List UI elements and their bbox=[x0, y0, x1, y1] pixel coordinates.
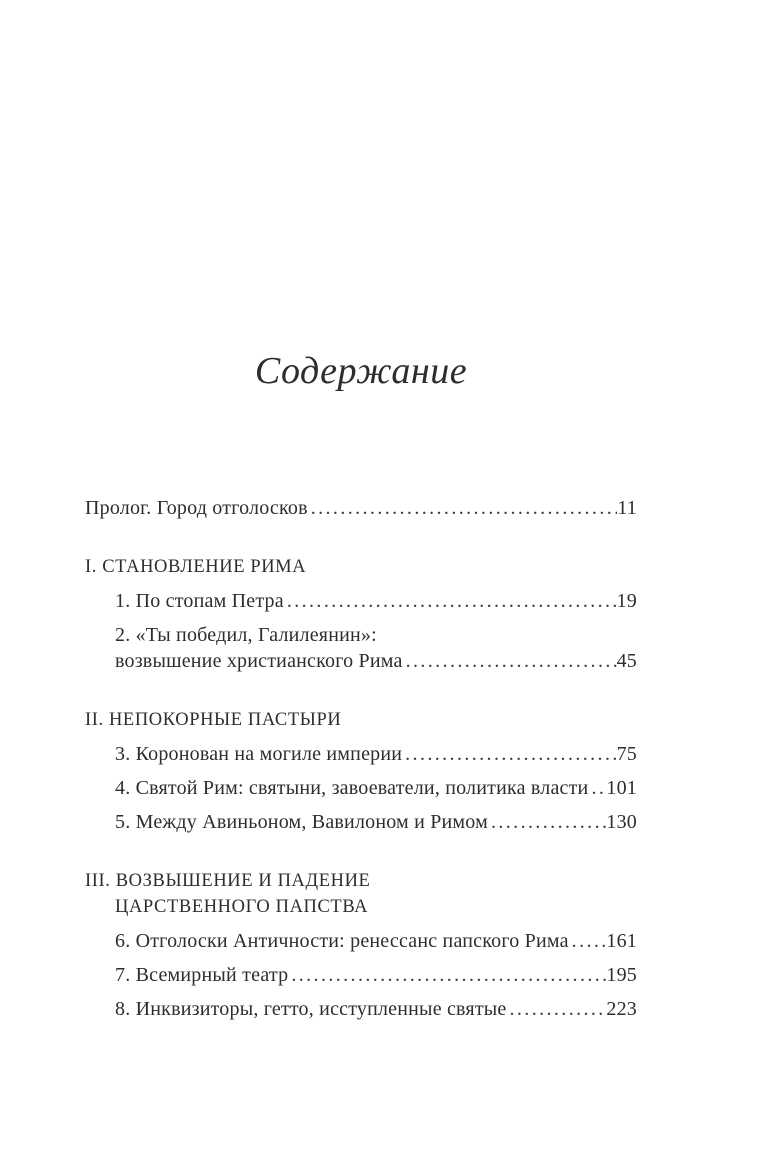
toc-section-1 bbox=[85, 554, 637, 674]
toc-entry-prologue bbox=[85, 495, 637, 521]
toc-entry bbox=[85, 928, 637, 954]
toc-entry bbox=[85, 809, 637, 835]
toc-section-3 bbox=[85, 868, 637, 1022]
toc-entry-pagenum: 161 bbox=[606, 930, 637, 952]
dot-leader bbox=[311, 495, 618, 521]
toc-entry-label: возвышение христианского Рима bbox=[115, 650, 403, 672]
toc-entry-line bbox=[115, 648, 637, 674]
toc-entry bbox=[85, 775, 637, 801]
page-title: Содержание bbox=[254, 350, 468, 392]
section-heading-line: I. СТАНОВЛЕНИЕ РИМА bbox=[85, 557, 307, 577]
dot-leader bbox=[405, 741, 616, 767]
toc-entry-label: 4. Святой Рим: святыни, завоеватели, политика власти bbox=[115, 777, 589, 799]
toc-entry-pagenum: 195 bbox=[606, 964, 637, 986]
toc-entry-label: Пролог. Город отголосков bbox=[85, 497, 308, 519]
section-heading-line: ЦАРСТВЕННОГО ПАПСТВА bbox=[115, 897, 369, 917]
toc-section-2 bbox=[85, 707, 637, 835]
toc-entry-pagenum: 11 bbox=[617, 497, 637, 519]
toc-entry bbox=[85, 996, 637, 1022]
dot-leader bbox=[291, 962, 606, 988]
toc-entry-label: 7. Всемирный театр bbox=[115, 964, 289, 986]
dot-leader bbox=[572, 928, 607, 954]
toc-entry-line bbox=[115, 741, 637, 767]
toc-entry-line bbox=[115, 809, 637, 835]
toc-entry-line bbox=[115, 962, 637, 988]
toc-entry-line bbox=[115, 775, 637, 801]
dot-leader bbox=[510, 996, 607, 1022]
toc-entry-pagenum: 101 bbox=[606, 777, 637, 799]
toc-entry-pagenum: 19 bbox=[616, 590, 637, 612]
toc-entry-pagenum: 45 bbox=[616, 650, 637, 672]
toc-entry-pagenum: 223 bbox=[606, 998, 637, 1020]
dot-leader bbox=[287, 588, 617, 614]
toc-entry bbox=[85, 622, 637, 674]
section-heading-line: II. НЕПОКОРНЫЕ ПАСТЫРИ bbox=[85, 710, 342, 730]
toc-sections bbox=[85, 554, 637, 1022]
toc-entry bbox=[85, 588, 637, 614]
toc-entry-label: 6. Отголоски Античности: ренессанс папского Рима bbox=[115, 930, 569, 952]
toc-entry-label: 1. По стопам Петра bbox=[115, 590, 284, 612]
dot-leader bbox=[406, 648, 617, 674]
toc-entry-pagenum: 130 bbox=[606, 811, 637, 833]
toc-entry-label: 8. Инквизиторы, гетто, исступленные святые bbox=[115, 998, 507, 1020]
toc-entry-line bbox=[115, 996, 637, 1022]
toc-entry-line bbox=[115, 928, 637, 954]
toc-entry-label: 5. Между Авиньоном, Вавилоном и Римом bbox=[115, 811, 488, 833]
toc-entry-line bbox=[115, 588, 637, 614]
toc-entry-label: 2. «Ты победил, Галилеянин»: bbox=[115, 624, 377, 646]
toc-entry-line bbox=[115, 622, 637, 648]
toc-entry-pagenum: 75 bbox=[616, 743, 637, 765]
dot-leader bbox=[591, 775, 606, 801]
toc-entry bbox=[85, 741, 637, 767]
toc-entry bbox=[85, 962, 637, 988]
section-heading-line: III. ВОЗВЫШЕНИЕ И ПАДЕНИЕ bbox=[85, 871, 371, 891]
toc-entry-label: 3. Коронован на могиле империи bbox=[115, 743, 403, 765]
dot-leader bbox=[491, 809, 606, 835]
